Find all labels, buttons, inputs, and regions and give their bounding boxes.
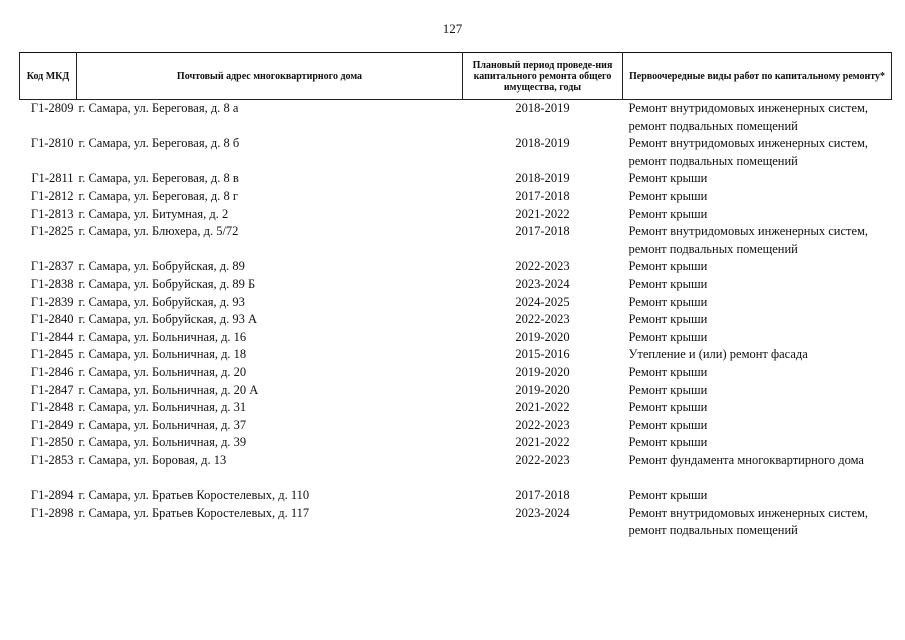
table-row bbox=[20, 258, 892, 276]
address-cell: г. Самара, ул. Бобруйская, д. 93 А bbox=[78, 312, 258, 327]
address-cell: г. Самара, ул. Больничная, д. 39 bbox=[78, 435, 247, 450]
address-cell: г. Самара, ул. Больничная, д. 20 А bbox=[78, 382, 259, 397]
code-cell: Г1-2839 bbox=[30, 294, 74, 309]
period-cell: 2023-2024 bbox=[515, 505, 570, 520]
address-cell: г. Самара, ул. Береговая, д. 8 в bbox=[78, 171, 239, 186]
address-cell: г. Самара, ул. Береговая, д. 8 а bbox=[78, 101, 239, 115]
code-cell: Г1-2809 bbox=[30, 101, 74, 115]
works-cell: Ремонт крыши bbox=[628, 435, 708, 450]
works-cell: Ремонт крыши bbox=[628, 259, 708, 274]
period-cell: 2019-2020 bbox=[515, 382, 570, 397]
code-cell: Г1-2813 bbox=[30, 206, 74, 221]
address-cell: г. Самара, ул. Береговая, д. 8 г bbox=[78, 188, 238, 203]
table-row bbox=[20, 170, 892, 188]
table-row bbox=[20, 276, 892, 294]
works-cell: Ремонт внутридомовых инженерных систем, ремонт подвальных помещений bbox=[628, 136, 869, 168]
address-cell: г. Самара, ул. Бобруйская, д. 89 Б bbox=[78, 276, 256, 291]
code-cell: Г1-2850 bbox=[30, 435, 74, 450]
period-cell: 2022-2023 bbox=[515, 417, 570, 432]
code-cell: Г1-2837 bbox=[30, 259, 74, 274]
period-cell: 2024-2025 bbox=[515, 294, 570, 309]
period-cell: 2015-2016 bbox=[515, 347, 570, 362]
works-cell: Ремонт крыши bbox=[628, 312, 708, 327]
table-row bbox=[20, 399, 892, 417]
period-cell: 2022-2023 bbox=[515, 312, 570, 327]
code-cell: Г1-2840 bbox=[30, 312, 74, 327]
works-cell: Ремонт крыши bbox=[628, 417, 708, 432]
works-cell: Ремонт внутридомовых инженерных систем, ремонт подвальных помещений bbox=[628, 224, 869, 256]
table-row bbox=[20, 311, 892, 329]
table-row bbox=[20, 206, 892, 224]
code-cell: Г1-2847 bbox=[30, 382, 74, 397]
table-row bbox=[20, 329, 892, 347]
table-row bbox=[20, 346, 892, 364]
address-cell: г. Самара, ул. Береговая, д. 8 б bbox=[78, 136, 240, 151]
address-cell: г. Самара, ул. Бобруйская, д. 93 bbox=[78, 294, 245, 309]
period-cell: 2023-2024 bbox=[515, 276, 570, 291]
code-cell: Г1-2812 bbox=[30, 188, 74, 203]
works-cell: Ремонт крыши bbox=[628, 364, 708, 379]
capital-repair-table bbox=[19, 52, 892, 540]
code-cell: Г1-2846 bbox=[30, 364, 74, 379]
address-cell: г. Самара, ул. Битумная, д. 2 bbox=[78, 206, 229, 221]
period-cell: 2018-2019 bbox=[515, 171, 570, 186]
address-cell: г. Самара, ул. Братьев Коростелевых, д. 110 bbox=[78, 488, 310, 503]
header-code: Код МКД bbox=[20, 53, 77, 100]
table-row bbox=[20, 188, 892, 206]
table-row bbox=[20, 223, 892, 258]
works-cell: Ремонт крыши bbox=[628, 329, 708, 344]
code-cell: Г1-2898 bbox=[30, 505, 74, 520]
period-cell: 2017-2018 bbox=[515, 224, 570, 239]
period-cell: 2021-2022 bbox=[515, 206, 570, 221]
period-cell: 2018-2019 bbox=[515, 101, 570, 115]
period-cell: 2022-2023 bbox=[515, 259, 570, 274]
code-cell: Г1-2845 bbox=[30, 347, 74, 362]
spacer-cell bbox=[20, 469, 892, 487]
code-cell: Г1-2853 bbox=[30, 452, 74, 467]
table-row bbox=[20, 135, 892, 170]
address-cell: г. Самара, ул. Больничная, д. 18 bbox=[78, 347, 247, 362]
period-cell: 2018-2019 bbox=[515, 136, 570, 151]
page-number: 127 bbox=[442, 21, 463, 36]
works-cell: Ремонт фундамента многоквартирного дома bbox=[628, 452, 864, 467]
works-cell: Ремонт внутридомовых инженерных систем, ремонт подвальных помещений bbox=[628, 505, 869, 538]
works-cell: Утепление и (или) ремонт фасада bbox=[628, 347, 808, 362]
works-cell: Ремонт крыши bbox=[628, 400, 708, 415]
works-cell: Ремонт крыши bbox=[628, 276, 708, 291]
code-cell: Г1-2894 bbox=[30, 488, 74, 503]
code-cell: Г1-2848 bbox=[30, 400, 74, 415]
table-row bbox=[20, 417, 892, 435]
table-row bbox=[20, 434, 892, 452]
address-cell: г. Самара, ул. Братьев Коростелевых, д. 117 bbox=[78, 505, 310, 520]
address-cell: г. Самара, ул. Боровая, д. 13 bbox=[78, 452, 227, 467]
table-row bbox=[20, 294, 892, 312]
works-cell: Ремонт крыши bbox=[628, 188, 708, 203]
address-cell: г. Самара, ул. Больничная, д. 20 bbox=[78, 364, 247, 379]
works-cell: Ремонт крыши bbox=[628, 382, 708, 397]
period-cell: 2021-2022 bbox=[515, 400, 570, 415]
table-row bbox=[20, 382, 892, 400]
table-row bbox=[20, 487, 892, 505]
address-cell: г. Самара, ул. Бобруйская, д. 89 bbox=[78, 259, 245, 274]
period-cell: 2017-2018 bbox=[515, 488, 570, 503]
header-address: Почтовый адрес многоквартирного дома bbox=[77, 53, 463, 100]
table-body bbox=[20, 100, 892, 540]
works-cell: Ремонт крыши bbox=[628, 294, 708, 309]
code-cell: Г1-2838 bbox=[30, 276, 74, 291]
works-cell: Ремонт внутридомовых инженерных систем, ремонт подвальных помещений bbox=[628, 101, 869, 133]
period-cell: 2021-2022 bbox=[515, 435, 570, 450]
table-row bbox=[20, 505, 892, 540]
period-cell: 2019-2020 bbox=[515, 364, 570, 379]
code-cell: Г1-2811 bbox=[31, 171, 74, 186]
table-header bbox=[20, 53, 892, 100]
period-cell: 2022-2023 bbox=[515, 452, 570, 467]
period-cell: 2017-2018 bbox=[515, 188, 570, 203]
table-row bbox=[20, 364, 892, 382]
code-cell: Г1-2844 bbox=[30, 329, 74, 344]
table-spacer-row bbox=[20, 469, 892, 487]
works-cell: Ремонт крыши bbox=[628, 206, 708, 221]
works-cell: Ремонт крыши bbox=[628, 488, 708, 503]
header-works: Первоочередные виды работ по капитальному ремонту* bbox=[623, 53, 892, 100]
code-cell: Г1-2810 bbox=[30, 136, 74, 151]
works-cell: Ремонт крыши bbox=[628, 171, 708, 186]
code-cell: Г1-2825 bbox=[30, 224, 74, 239]
code-cell: Г1-2849 bbox=[30, 417, 74, 432]
table-row bbox=[20, 100, 892, 136]
table-row bbox=[20, 452, 892, 470]
address-cell: г. Самара, ул. Больничная, д. 31 bbox=[78, 400, 247, 415]
address-cell: г. Самара, ул. Больничная, д. 37 bbox=[78, 417, 247, 432]
address-cell: г. Самара, ул. Блюхера, д. 5/72 bbox=[78, 224, 239, 239]
address-cell: г. Самара, ул. Больничная, д. 16 bbox=[78, 329, 247, 344]
period-cell: 2019-2020 bbox=[515, 329, 570, 344]
header-period: Плановый период проведе-ния капитального ремонта общего имущества, годы bbox=[463, 53, 623, 100]
